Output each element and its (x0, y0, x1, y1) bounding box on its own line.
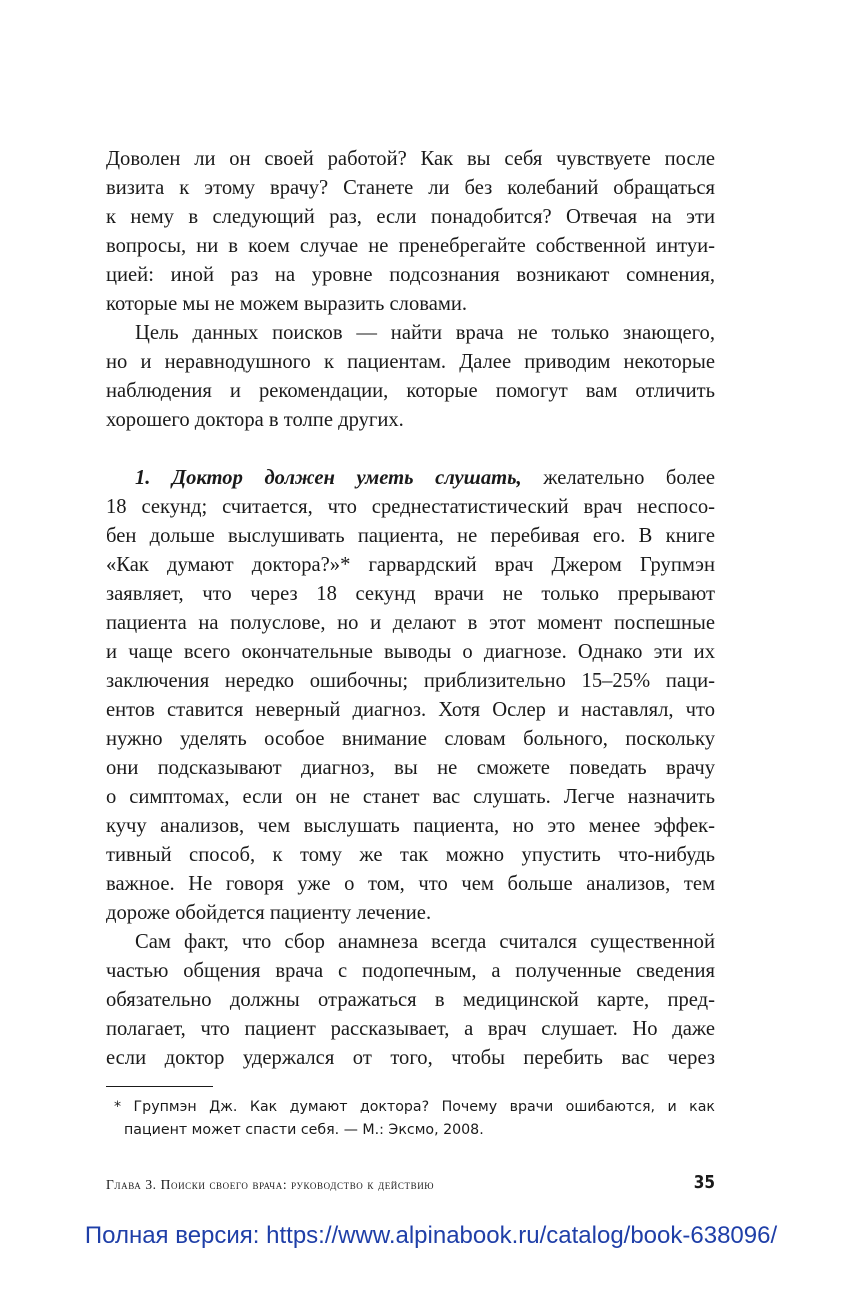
text-line: Доволен ли он своей работой? Как вы себя чувствуете после (106, 148, 715, 170)
text-line: «Как думают доктора?»* гарвардский врач Джером Групмэн (106, 554, 715, 576)
text-line: если доктор удержался от того, чтобы перебить вас через (106, 1047, 715, 1069)
text-line (106, 464, 715, 493)
paragraph-gap (106, 435, 715, 464)
lead-heading: 1. Доктор должен уметь слушать, (135, 467, 522, 489)
text-line: они подсказывают диагноз, вы не сможете поведать врачу (106, 757, 715, 779)
text-line: нужно уделять особое внимание словам больного, поскольку (106, 728, 715, 750)
text-line: заявляет, что через 18 секунд врачи не только прерывают (106, 583, 715, 605)
text-line: которые мы не можем выразить словами. (106, 293, 468, 315)
text-line: ентов ставится неверный диагноз. Хотя Ослер и наставлял, что (106, 699, 715, 721)
paragraph (106, 319, 715, 435)
text-line: вопросы, ни в коем случае не пренебрегайте собственной интуи- (106, 235, 715, 257)
footnote-divider (106, 1086, 213, 1087)
full-version-link[interactable]: Полная версия: https://www.alpinabook.ru/catalog/book-638096/ (84, 1222, 778, 1249)
paragraph (106, 464, 715, 928)
footnote-line: * Групмэн Дж. Как думают доктора? Почему врачи ошибаются, и как (114, 1099, 715, 1115)
paragraph (106, 145, 715, 319)
text-line: к нему в следующий раз, если понадобится? Отвечая на эти (106, 206, 715, 228)
text-line: Сам факт, что сбор анамнеза всегда считался существенной (135, 931, 715, 953)
text-line: тивный способ, к тому же так можно упустить что-нибудь (106, 844, 715, 866)
text-line: цией: иной раз на уровне подсознания возникают сомнения, (106, 264, 715, 286)
text-line: важное. Не говоря уже о том, что чем больше анализов, тем (106, 873, 715, 895)
text-line: хорошего доктора в толпе других. (106, 409, 404, 431)
lead-rest: желательно более (521, 467, 715, 489)
running-head: Глава 3. Поиски своего врача: руководство к действию (106, 1177, 435, 1192)
text-line: заключения нередко ошибочны; приблизительно 15–25% паци- (106, 670, 715, 692)
text-line: частью общения врача с подопечным, а полученные сведения (106, 960, 715, 982)
footnote-line: пациент может спасти себя. — М.: Эксмо, 2008. (124, 1122, 484, 1138)
footnote (114, 1096, 715, 1142)
text-line: дороже обойдется пациенту лечение. (106, 902, 432, 924)
text-line: о симптомах, если он не станет вас слушать. Легче назначить (106, 786, 715, 808)
text-line: Цель данных поисков — найти врача не только знающего, (135, 322, 715, 344)
text-line: но и неравнодушного к пациентам. Далее приводим некоторые (106, 351, 715, 373)
text-line: полагает, что пациент рассказывает, а врач слушает. Но даже (106, 1018, 715, 1040)
text-line: наблюдения и рекомендации, которые помогут вам отличить (106, 380, 715, 402)
body-text (106, 145, 715, 1073)
text-line: пациента на полуслове, но и делают в этот момент поспешные (106, 612, 715, 634)
paragraph (106, 928, 715, 1073)
text-line: визита к этому врачу? Станете ли без колебаний обращаться (106, 177, 715, 199)
text-line: кучу анализов, чем выслушать пациента, но это менее эффек- (106, 815, 715, 837)
page-number: 35 (693, 1172, 715, 1193)
text-line: обязательно должны отражаться в медицинской карте, пред- (106, 989, 715, 1011)
text-line: и чаще всего окончательные выводы о диагнозе. Однако эти их (106, 641, 715, 663)
text-line: бен дольше выслушивать пациента, не перебивая его. В книге (106, 525, 715, 547)
text-line: 18 секунд; считается, что среднестатистический врач неспосо- (106, 496, 715, 518)
